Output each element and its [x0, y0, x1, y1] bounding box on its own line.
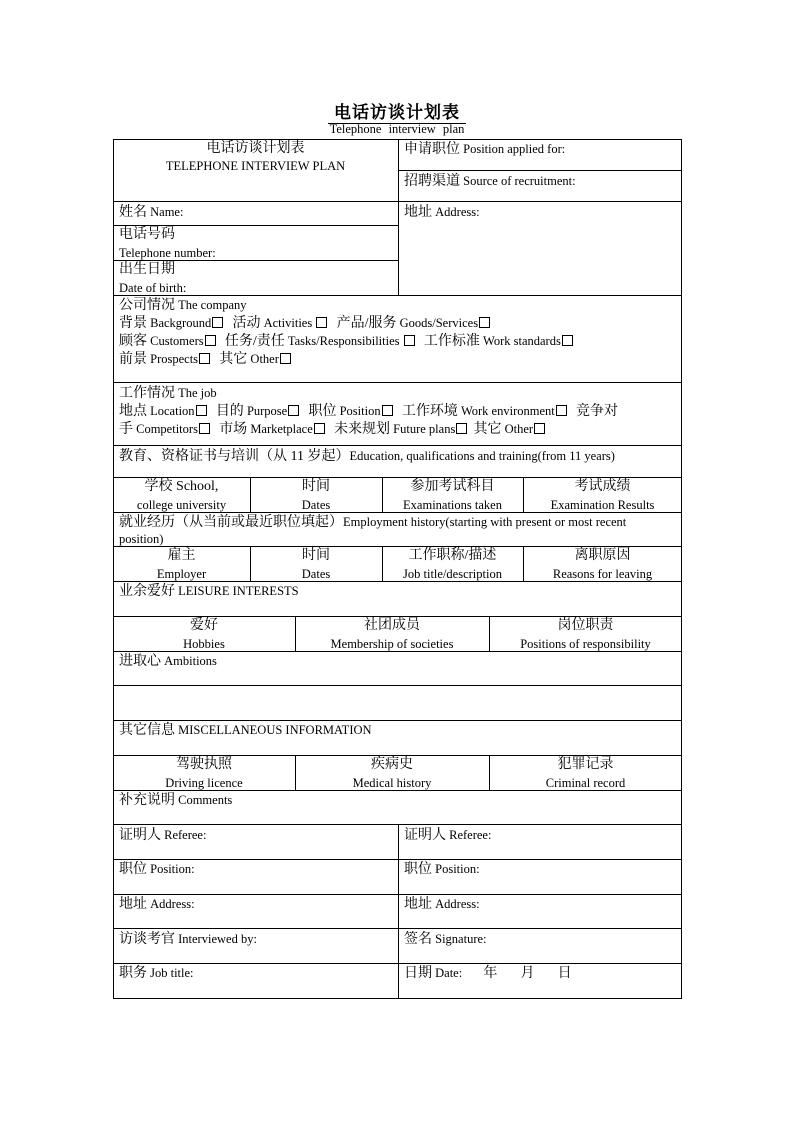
emp-col-job-title: 工作职称/描述 Job title/description [403, 548, 502, 581]
emp-col-dates: 时间 Dates [301, 548, 331, 581]
education-heading: 教育、资格证书与培训（从 11 岁起）Education, qualifications and training(from 11 years) [119, 449, 615, 464]
misc-heading: 其它信息 MISCELLANEOUS INFORMATION [119, 723, 372, 738]
checkbox-purpose[interactable]: 目的 Purpose [216, 404, 302, 418]
emp-col-employer: 雇主 Employer [156, 548, 207, 581]
document-subtitle: Telephone interview plan [329, 122, 465, 136]
edu-col-dates: 时间 Dates [301, 479, 331, 512]
referee-field-2[interactable]: 证明人 Referee: [404, 828, 492, 843]
checkbox-location[interactable]: 地点 Location [119, 404, 210, 418]
edu-col-school: 学校 School, college university [136, 479, 227, 512]
ambitions-field[interactable]: 进取心 Ambitions [119, 654, 217, 669]
checkbox-tasks-responsibilities[interactable]: 任务/责任 Tasks/Responsibilities [225, 334, 418, 348]
competitors-label-start: 竞争对 [575, 404, 618, 419]
interviewed-by-field[interactable]: 访谈考官 Interviewed by: [119, 932, 257, 947]
referee-address-field-2[interactable]: 地址 Address: [404, 897, 480, 912]
referee-field-1[interactable]: 证明人 Referee: [119, 828, 207, 843]
edu-col-exams: 参加考试科目 Examinations taken [403, 479, 502, 512]
name-field[interactable]: 姓名 Name: [119, 205, 184, 220]
job-row-2 [119, 420, 548, 439]
checkbox-prospects[interactable]: 前景 Prospects [119, 352, 213, 366]
position-applied-field[interactable]: 申请职位 Position applied for: [404, 142, 566, 157]
signature-field[interactable]: 签名 Signature: [404, 932, 487, 947]
employment-heading: 就业经历（从当前或最近职位填起）Employment history(starting with present or most recent position) [119, 515, 627, 546]
misc-col-medical: 疾病史 Medical history [352, 757, 432, 790]
emp-col-reasons: 离职原因 Reasons for leaving [552, 548, 653, 581]
recruitment-source-field[interactable]: 招聘渠道 Source of recruitment: [404, 174, 576, 189]
comments-field[interactable]: 补充说明 Comments [119, 793, 233, 808]
checkbox-competitors[interactable]: 手 Competitors [119, 422, 213, 436]
leisure-col-positions: 岗位职责 Positions of responsibility [520, 618, 651, 651]
company-row-3 [119, 350, 294, 369]
checkbox-future-plans[interactable]: 未来规划 Future plans [334, 422, 470, 436]
checkbox-goods-services[interactable]: 产品/服务 Goods/Services [337, 316, 493, 330]
checkbox-activities[interactable]: 活动 Activities [232, 316, 330, 330]
company-row-1 [119, 314, 493, 333]
address-field[interactable]: 地址 Address: [404, 205, 480, 220]
job-title-field[interactable]: 职务 Job title: [119, 966, 194, 981]
leisure-col-societies: 社团成员 Membership of societies [330, 618, 454, 651]
checkbox-marketplace[interactable]: 市场 Marketplace [219, 422, 328, 436]
checkbox-job-other[interactable]: 其它 Other [473, 422, 548, 436]
leisure-col-hobbies: 爱好 Hobbies [183, 618, 225, 651]
dob-field[interactable]: 出生日期 Date of birth: [119, 262, 187, 295]
job-row-1 [119, 402, 618, 421]
checkbox-work-environment[interactable]: 工作环境 Work environment [402, 404, 570, 418]
plan-title-cn: 电话访谈计划表 [206, 141, 305, 156]
misc-col-criminal: 犯罪记录 Criminal record [545, 757, 626, 790]
job-heading: 工作情况 The job [119, 386, 217, 401]
checkbox-position[interactable]: 职位 Position [308, 404, 395, 418]
checkbox-company-other[interactable]: 其它 Other [219, 352, 294, 366]
edu-col-results: 考试成绩 Examination Results [550, 479, 655, 512]
company-row-2 [119, 332, 576, 351]
referee-address-field-1[interactable]: 地址 Address: [119, 897, 195, 912]
referee-position-field-1[interactable]: 职位 Position: [119, 862, 195, 877]
telephone-field[interactable]: 电话号码 Telephone number: [119, 227, 216, 260]
date-field[interactable]: 日期 Date: 年 月 日 [404, 966, 572, 981]
plan-title-en: TELEPHONE INTERVIEW PLAN [165, 159, 346, 173]
misc-col-driving: 驾驶执照 Driving licence [165, 757, 243, 790]
checkbox-work-standards[interactable]: 工作标准 Work standards [424, 334, 576, 348]
referee-position-field-2[interactable]: 职位 Position: [404, 862, 480, 877]
document-title: 电话访谈计划表 [0, 98, 794, 123]
checkbox-customers[interactable]: 顾客 Customers [119, 334, 219, 348]
company-heading: 公司情况 The company [119, 298, 247, 313]
leisure-heading: 业余爱好 LEISURE INTERESTS [119, 584, 299, 599]
checkbox-background[interactable]: 背景 Background [119, 316, 226, 330]
